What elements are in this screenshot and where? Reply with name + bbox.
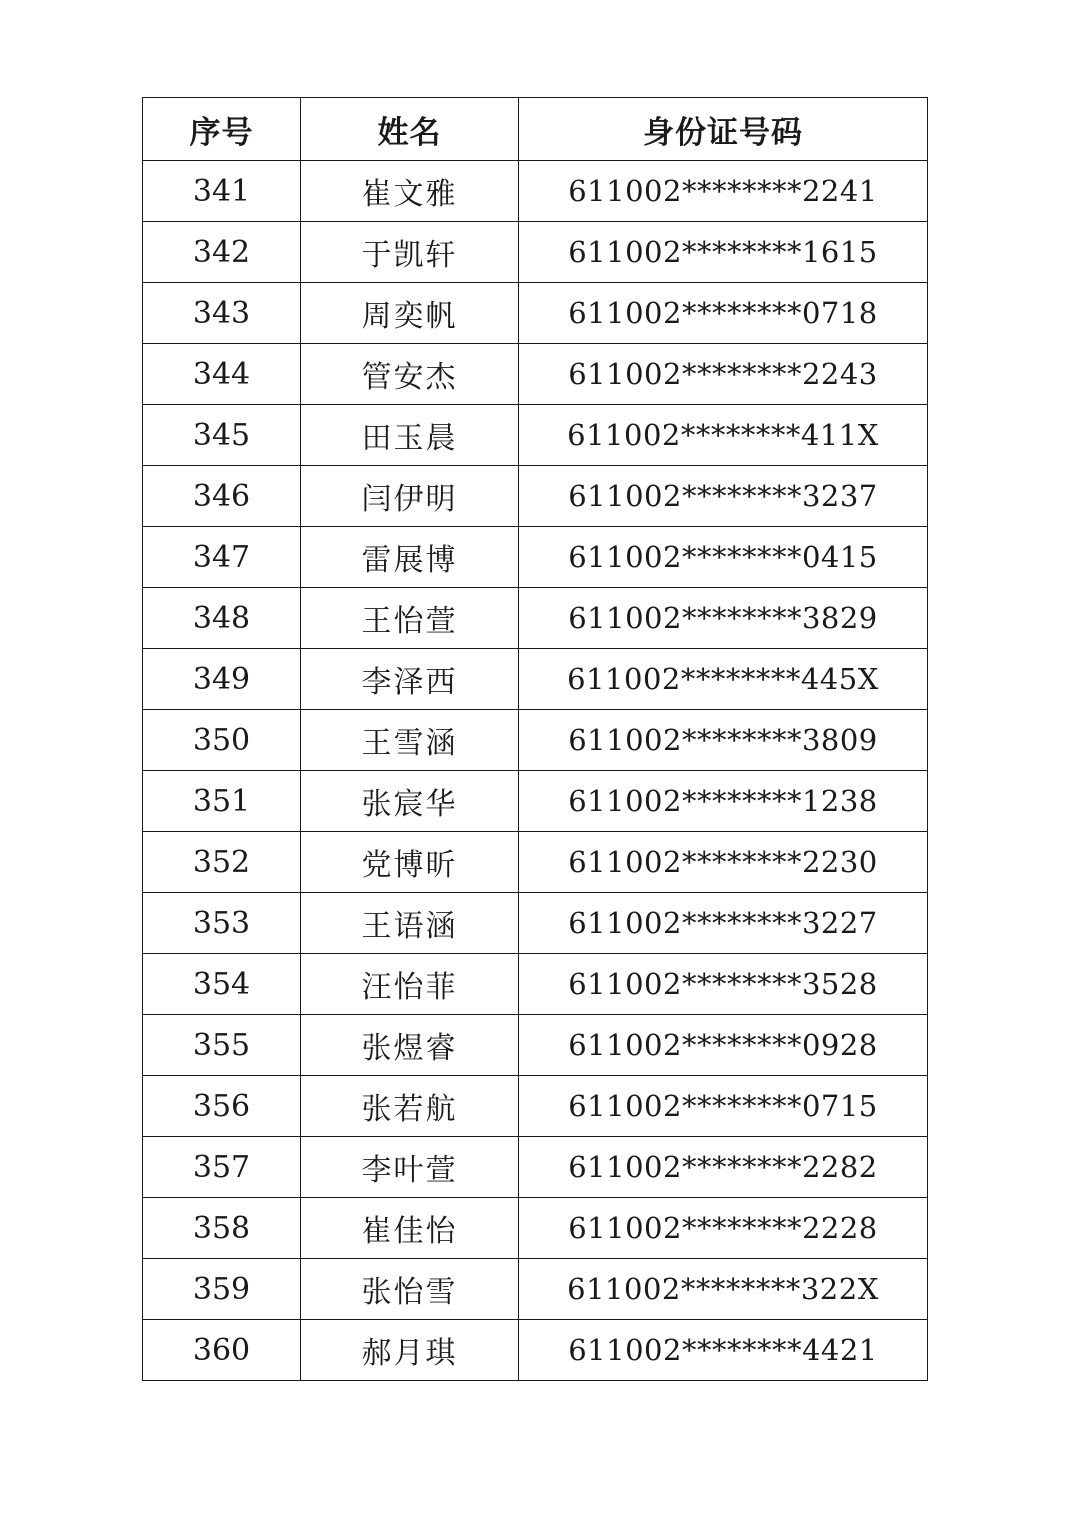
table-row <box>143 588 928 649</box>
table-row <box>143 1259 928 1320</box>
cell-id-number: 611002********2282 <box>519 1137 928 1198</box>
cell-seq: 360 <box>143 1320 301 1381</box>
cell-name: 汪怡菲 <box>301 954 519 1015</box>
table-row <box>143 344 928 405</box>
cell-id-number: 611002********411X <box>519 405 928 466</box>
cell-name: 李叶萱 <box>301 1137 519 1198</box>
cell-name: 管安杰 <box>301 344 519 405</box>
cell-seq: 343 <box>143 283 301 344</box>
cell-id-number: 611002********2230 <box>519 832 928 893</box>
table-row <box>143 832 928 893</box>
cell-name: 王雪涵 <box>301 710 519 771</box>
cell-id-number: 611002********0415 <box>519 527 928 588</box>
cell-seq: 355 <box>143 1015 301 1076</box>
table-row <box>143 283 928 344</box>
cell-seq: 342 <box>143 222 301 283</box>
table-row <box>143 893 928 954</box>
cell-name: 田玉晨 <box>301 405 519 466</box>
table-body <box>143 161 928 1381</box>
cell-seq: 351 <box>143 771 301 832</box>
cell-name: 张怡雪 <box>301 1259 519 1320</box>
cell-name: 于凯轩 <box>301 222 519 283</box>
cell-id-number: 611002********0928 <box>519 1015 928 1076</box>
cell-id-number: 611002********0718 <box>519 283 928 344</box>
cell-name: 王语涵 <box>301 893 519 954</box>
header-row <box>143 98 928 161</box>
cell-name: 周奕帆 <box>301 283 519 344</box>
cell-id-number: 611002********3227 <box>519 893 928 954</box>
cell-id-number: 611002********3809 <box>519 710 928 771</box>
cell-seq: 346 <box>143 466 301 527</box>
cell-name: 张若航 <box>301 1076 519 1137</box>
cell-name: 党博昕 <box>301 832 519 893</box>
table-row <box>143 1015 928 1076</box>
cell-id-number: 611002********445X <box>519 649 928 710</box>
cell-name: 张宸华 <box>301 771 519 832</box>
cell-name: 崔文雅 <box>301 161 519 222</box>
cell-seq: 354 <box>143 954 301 1015</box>
table-row <box>143 954 928 1015</box>
table-row <box>143 405 928 466</box>
cell-name: 崔佳怡 <box>301 1198 519 1259</box>
header-seq: 序号 <box>143 98 301 161</box>
cell-id-number: 611002********3528 <box>519 954 928 1015</box>
cell-seq: 359 <box>143 1259 301 1320</box>
cell-seq: 350 <box>143 710 301 771</box>
cell-id-number: 611002********3829 <box>519 588 928 649</box>
cell-seq: 345 <box>143 405 301 466</box>
table-row <box>143 1320 928 1381</box>
cell-seq: 358 <box>143 1198 301 1259</box>
cell-name: 张煜睿 <box>301 1015 519 1076</box>
cell-id-number: 611002********2228 <box>519 1198 928 1259</box>
table-row <box>143 466 928 527</box>
cell-name: 王怡萱 <box>301 588 519 649</box>
table-row <box>143 771 928 832</box>
cell-id-number: 611002********2241 <box>519 161 928 222</box>
cell-seq: 353 <box>143 893 301 954</box>
table-row <box>143 222 928 283</box>
cell-seq: 347 <box>143 527 301 588</box>
cell-name: 郝月琪 <box>301 1320 519 1381</box>
cell-id-number: 611002********2243 <box>519 344 928 405</box>
cell-seq: 348 <box>143 588 301 649</box>
cell-id-number: 611002********0715 <box>519 1076 928 1137</box>
cell-id-number: 611002********3237 <box>519 466 928 527</box>
table-header <box>143 98 928 161</box>
table-row <box>143 161 928 222</box>
cell-id-number: 611002********1238 <box>519 771 928 832</box>
cell-seq: 357 <box>143 1137 301 1198</box>
cell-seq: 341 <box>143 161 301 222</box>
cell-name: 李泽西 <box>301 649 519 710</box>
table-row <box>143 1076 928 1137</box>
cell-id-number: 611002********1615 <box>519 222 928 283</box>
header-id-number: 身份证号码 <box>519 98 928 161</box>
cell-seq: 352 <box>143 832 301 893</box>
cell-seq: 349 <box>143 649 301 710</box>
cell-id-number: 611002********4421 <box>519 1320 928 1381</box>
cell-id-number: 611002********322X <box>519 1259 928 1320</box>
roster-table <box>142 97 928 1381</box>
table-row <box>143 649 928 710</box>
cell-name: 雷展博 <box>301 527 519 588</box>
table-row <box>143 527 928 588</box>
header-name: 姓名 <box>301 98 519 161</box>
cell-seq: 356 <box>143 1076 301 1137</box>
table-row <box>143 1137 928 1198</box>
cell-name: 闫伊明 <box>301 466 519 527</box>
table-row <box>143 710 928 771</box>
cell-seq: 344 <box>143 344 301 405</box>
table-row <box>143 1198 928 1259</box>
